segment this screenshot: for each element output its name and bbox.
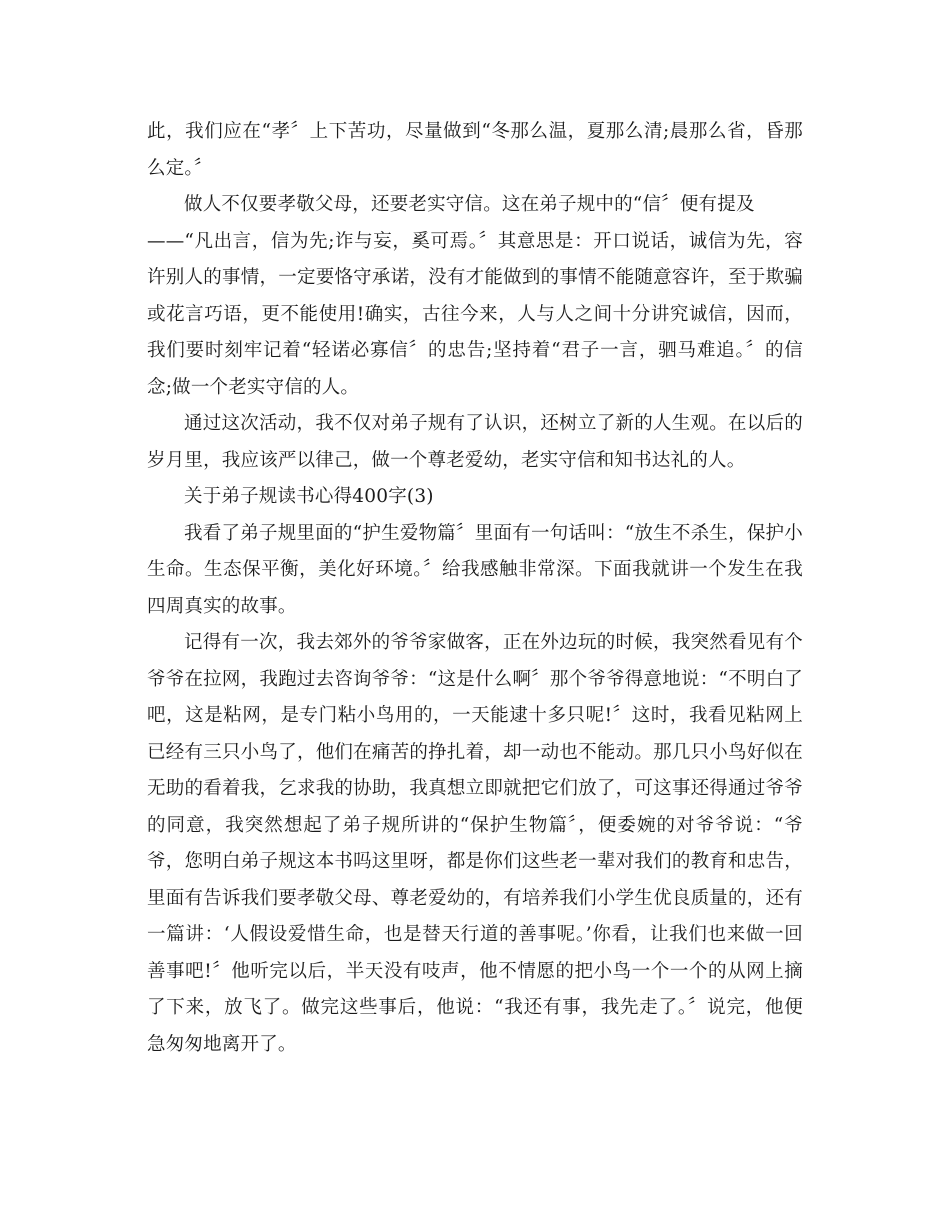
text-line: 无助的看着我，乞求我的协助，我真想立即就把它们放了，可这事还得通过爷爷	[147, 778, 803, 799]
text-line: 记得有一次，我去郊外的爷爷家做客，正在外边玩的时候，我突然看见有个	[184, 632, 803, 653]
text-line: 爷，您明白弟子规这本书吗这里呀，都是你们这些老一辈对我们的教育和忠告，	[147, 851, 803, 872]
text-line: 的同意，我突然想起了弟子规所讲的“保护生物篇〞，便委婉的对爷爷说：“爷	[147, 814, 803, 836]
text-line: 么定。〞	[147, 157, 213, 179]
text-line: 许别人的事情，一定要恪守承诺，没有才能做到的事情不能随意容许，至于欺骗	[147, 267, 803, 288]
text-line: 四周真实的故事。	[147, 595, 297, 617]
text-line: 我看了弟子规里面的“护生爱物篇〞里面有一句话叫：“放生不杀生，保护小	[184, 522, 803, 544]
text-line: ——“凡出言，信为先;诈与妄，奚可焉。〞其意思是：开口说话，诚信为先，容	[147, 230, 803, 252]
text-line: 一篇讲：‘人假设爱惜生命，也是替天行道的善事呢。’你看，让我们也来做一回	[147, 924, 803, 945]
text-line: 了下来，放飞了。做完这些事后，他说：“我还有事，我先走了。〞说完，他便	[147, 997, 803, 1018]
text-line: 通过这次活动，我不仅对弟子规有了认识，还树立了新的人生观。在以后的	[184, 413, 803, 434]
text-line: 里面有告诉我们要孝敬父母、尊老爱幼的，有培养我们小学生优良质量的，还有	[147, 887, 803, 909]
text-line: 善事吧!〞他听完以后，半天没有吱声，他不情愿的把小鸟一个一个的从网上摘	[147, 960, 803, 982]
text-line: 此，我们应在“孝〞上下苦功，尽量做到“冬那么温，夏那么清;晨那么省，昏那	[147, 121, 803, 142]
text-line: 或花言巧语，更不能使用!确实，古往今来，人与人之间十分讲究诚信，因而，	[147, 303, 803, 325]
text-line: 爷爷在拉网，我跑过去咨询爷爷：“这是什么啊〞那个爷爷得意地说：“不明白了	[147, 668, 803, 690]
text-line: 做人不仅要孝敬父母，还要老实守信。这在弟子规中的“信〞便有提及	[184, 194, 755, 215]
section-heading: 关于弟子规读书心得400字(3)	[184, 486, 434, 507]
text-line: 念;做一个老实守信的人。	[147, 376, 360, 398]
text-line: 已经有三只小鸟了，他们在痛苦的挣扎着，却一动也不能动。那几只小鸟好似在	[147, 741, 803, 763]
text-line: 岁月里，我应该严以律己，做一个尊老爱幼，老实守信和知书达礼的人。	[147, 449, 746, 471]
text-line: 吧，这是粘网，是专门粘小鸟用的，一天能逮十多只呢!〞这时，我看见粘网上	[147, 705, 803, 726]
document-body	[147, 114, 803, 1063]
text-line: 生命。生态保平衡，美化好环境。〞给我感触非常深。下面我就讲一个发生在我	[147, 559, 803, 580]
text-line: 我们要时刻牢记着“轻诺必寡信〞的忠告;坚持着“君子一言，驷马难追。〞的信	[147, 340, 803, 361]
text-line: 急匆匆地离开了。	[147, 1033, 297, 1055]
